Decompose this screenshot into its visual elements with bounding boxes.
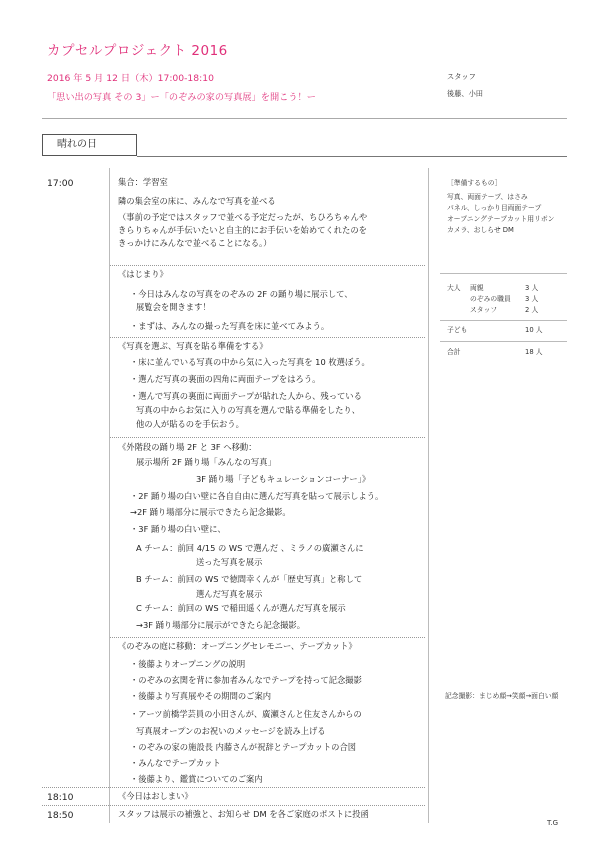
section-separator (110, 637, 425, 638)
attendance-group: 大人 (447, 284, 461, 292)
schedule-line: 隣の集会室の床に、みんなで写真を並べる (118, 196, 276, 206)
time-1810: 18:10 (47, 792, 74, 803)
schedule-line: ・選んだ写真の裏面の四角に両面テープをはろう。 (130, 374, 321, 384)
schedule-line: 他の人が貼るのを手伝おう。 (136, 419, 244, 429)
attendance-total-label: 合計 (447, 348, 461, 356)
schedule-line: B チーム：前回の WS で徳間幸くんが「歴史写真」と称して (136, 574, 363, 584)
day-tab-label: 晴れの日 (57, 139, 97, 150)
schedule-line: ・後藤よりオープニングの説明 (130, 659, 246, 669)
timeline-divider (109, 168, 110, 823)
tab-baseline (137, 156, 567, 157)
schedule-line: ・まずは、みんなの撮った写真を床に並べてみよう。 (130, 321, 330, 331)
schedule-line: 《今日はおしまい》 (118, 791, 193, 801)
prep-item: パネル、しっかり目両面テープ (447, 204, 542, 212)
prep-item: オープニングテープカット用リボン (447, 215, 555, 223)
day-tab (42, 134, 137, 156)
schedule-line: A チーム：前回 4/15 の WS で選んだ 、ミラノの廣瀬さんに (136, 543, 364, 553)
schedule-line: 写真の中からお気に入りの写真を選んで貼る準備をしたり、 (136, 405, 361, 415)
schedule-line: きらりちゃんが手伝いたいと自主的にお手伝いを始めてくれたのを (118, 225, 367, 235)
photo-note: 記念撮影：まじめ顔→笑顔→面白い顔 (445, 692, 559, 700)
staff-label: スタッフ (447, 72, 476, 81)
schedule-line: （事前の予定ではスタッフで並べる予定だったが、ちひろちゃんや (118, 212, 368, 222)
schedule-line: →3F 踊り場部分に展示ができたら記念撮影。 (136, 620, 305, 630)
schedule-line: 《のぞみの庭に移動：オープニングセレモニー、テープカット》 (118, 641, 357, 651)
time-1700: 17:00 (47, 178, 74, 189)
schedule-line: 展覧会を開きます！ (136, 302, 211, 312)
schedule-line: 《外階段の踊り場 2F と 3F へ移動： (118, 442, 257, 452)
schedule-line: ・今日はみんなの写真をのぞみの 2F の踊り場に展示して、 (130, 289, 353, 299)
schedule-line: ・のぞみの玄関を背に参加者みんなでテープを持って記念撮影 (130, 675, 362, 685)
schedule-line: C チーム：前回の WS で稲田遥くんが選んだ写真を展示 (136, 603, 346, 613)
schedule-line: きっかけにみんなで並べることになる。） (118, 238, 272, 248)
schedule-line: 3F 踊り場「子どもキュレーションコーナー」》 (196, 474, 371, 484)
schedule-line: 《はじまり》 (118, 269, 168, 279)
schedule-line: →2F 踊り場部分に展示できたら記念撮影。 (130, 507, 291, 517)
staff-names: 後藤、小田 (447, 89, 483, 98)
section-separator (110, 265, 425, 266)
section-separator (42, 787, 425, 788)
attendance-group: 子ども (447, 326, 468, 334)
attendance-rule (440, 320, 567, 321)
schedule-line: 《写真を選ぶ、写真を貼る準備をする》 (118, 341, 268, 351)
section-separator (42, 805, 425, 806)
sidebar-divider (428, 168, 429, 823)
section-separator (110, 337, 425, 338)
attendance-role: のぞみの職員 (470, 295, 511, 303)
schedule-line: 選んだ写真を展示 (196, 589, 263, 599)
prep-item: カメラ、おしらせ DM (447, 226, 514, 234)
schedule-line: ・のぞみの家の施設長 内藤さんが祝辞とテープカットの合図 (130, 742, 357, 752)
header-divider (42, 118, 567, 119)
schedule-line: 集合：学習室 (118, 177, 168, 187)
attendance-role: 両親 (470, 284, 484, 292)
attendance-role: スタッフ (470, 306, 498, 314)
author-initials: T.G (547, 819, 559, 827)
attendance-top-rule (440, 273, 567, 274)
schedule-line: ・アーツ前橋学芸員の小田さんが、廣瀬さんと住友さんからの (130, 709, 362, 719)
schedule-line: ・3F 踊り場の白い壁に、 (130, 524, 226, 534)
schedule-line: ・床に並んでいる写真の中から気に入った写真を 10 枚選ぼう。 (130, 357, 370, 367)
schedule-line: ・選んで写真の裏面に両面テープが貼れた人から、残っている (130, 391, 362, 401)
prep-item: 写真、両面テープ、はさみ (447, 193, 528, 201)
time-1850: 18:50 (47, 810, 74, 821)
schedule-line: ・後藤より写真展やその期間のご案内 (130, 691, 272, 701)
event-theme: 「思い出の写真 その 3」ー「のぞみの家の写真展」を開こう！ー (47, 92, 316, 103)
attendance-count: 10 人 (525, 326, 543, 334)
attendance-count: 2 人 (525, 306, 539, 314)
schedule-line: スタッフは展示の補強と、お知らせ DM を各ご家庭のポストに投函 (118, 809, 369, 819)
attendance-rule (440, 341, 567, 342)
attendance-count: 3 人 (525, 295, 539, 303)
attendance-count: 3 人 (525, 284, 539, 292)
section-separator (110, 437, 425, 438)
schedule-line: 写真展オープンのお祝いのメッセージを読み上げる (136, 726, 326, 736)
page-title: カプセルプロジェクト 2016 (47, 43, 228, 59)
event-date: 2016 年 5 月 12 日（木）17:00-18:10 (47, 73, 214, 84)
schedule-line: ・後藤より、鑑賞についてのご案内 (130, 774, 263, 784)
prep-title: ［準備するもの］ (447, 179, 502, 187)
schedule-line: 展示場所 2F 踊り場「みんなの写真」 (136, 457, 276, 467)
schedule-line: ・2F 踊り場の白い壁に各自自由に選んだ写真を貼って展示しよう。 (130, 491, 384, 501)
schedule-line: 送った写真を展示 (196, 557, 263, 567)
attendance-total-count: 18 人 (525, 348, 543, 356)
schedule-line: ・みんなでテープカット (130, 758, 221, 768)
